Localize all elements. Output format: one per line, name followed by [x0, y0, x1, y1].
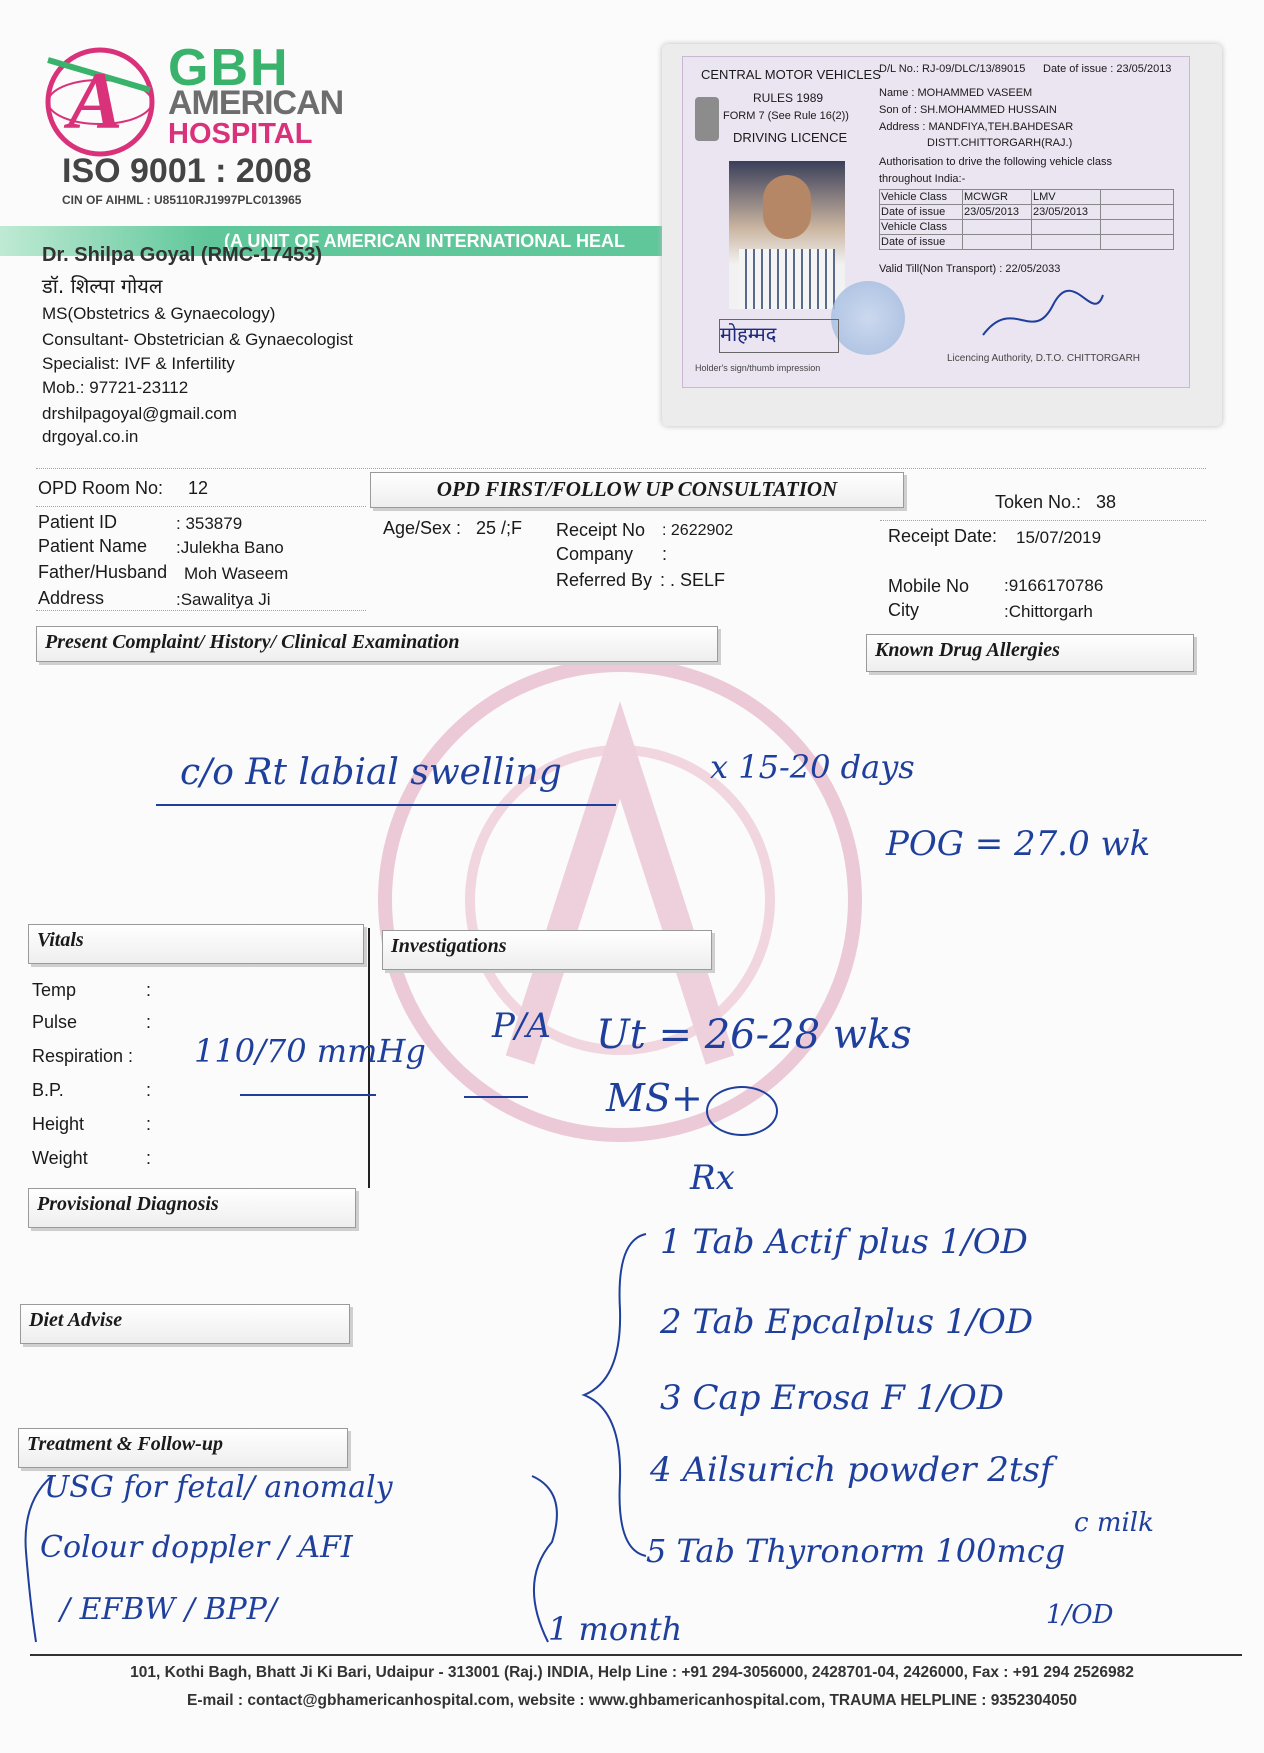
cell: MCWGR	[963, 190, 1032, 205]
vital-height-label: Height	[32, 1114, 85, 1134]
cell: 23/05/2013	[963, 205, 1032, 220]
licence-header-1: CENTRAL MOTOR VEHICLES	[701, 67, 881, 82]
medication-item	[650, 1450, 1053, 1490]
licence-issue-date: Date of issue : 23/05/2013	[1043, 63, 1172, 75]
patient-name-value: :Julekha Bano	[176, 538, 284, 557]
cell	[1101, 190, 1174, 205]
divider	[36, 506, 366, 507]
ms-handwritten: MS+	[606, 1076, 703, 1120]
vital-height-colon: :	[146, 1114, 152, 1134]
med-number: 3	[660, 1378, 682, 1418]
licence-header-3: FORM 7 (See Rule 16(2))	[723, 110, 849, 122]
licence-table-row	[880, 205, 1174, 220]
bp-handwritten: 110/70 mmHg	[194, 1032, 426, 1070]
complaint-duration: x 15-20 days	[710, 748, 915, 786]
cell	[1101, 205, 1174, 220]
photo-shirt	[739, 249, 835, 309]
holder-sign-label: Holder's sign/thumb impression	[695, 363, 821, 373]
licence-address-1: Address : MANDFIYA,TEH.BAHDESAR	[879, 121, 1074, 133]
emblem-icon	[695, 97, 719, 141]
logo-letter: A	[68, 55, 123, 146]
med-number: 1	[660, 1222, 682, 1262]
medication-item	[660, 1302, 1033, 1342]
doctor-specialist: Specialist: IVF & Infertility	[42, 354, 235, 373]
cell	[963, 220, 1032, 235]
pa-handwritten: P/A	[492, 1006, 551, 1046]
address-value: :Sawalitya Ji	[176, 590, 271, 609]
patient-id-value: : 353879	[176, 514, 243, 533]
hospital-name-american: AMERICAN	[168, 84, 344, 122]
divider	[36, 610, 366, 611]
med-text: Tab Actif plus 1/OD	[692, 1222, 1028, 1262]
company-value: :	[662, 544, 668, 564]
iso-cert: ISO 9001 : 2008	[62, 152, 312, 190]
licence-valid-till: Valid Till(Non Transport) : 22/05/2033	[879, 263, 1061, 275]
footer-rule	[30, 1654, 1242, 1656]
allergies-section-title: Known Drug Allergies	[866, 634, 1194, 672]
receipt-date-value: 15/07/2019	[1016, 528, 1102, 547]
footer-address: 101, Kothi Bagh, Bhatt Ji Ki Bari, Udaipur - 313001 (Raj.) INDIA, Help Line : +91 294-3056000, 2428701-04, 2426000, Fax : +91 294 2526982	[130, 1664, 1134, 1681]
licence-class-table	[879, 189, 1174, 250]
father-label: Father/Husband	[38, 562, 168, 582]
complaint-handwritten: c/o Rt labial swelling	[180, 752, 562, 793]
divider	[36, 468, 1206, 469]
receipt-no-label: Receipt No	[556, 520, 646, 540]
med-number: 2	[660, 1302, 682, 1342]
city-value: :Chittorgarh	[1004, 602, 1093, 621]
medication-item	[646, 1532, 1065, 1570]
vital-bp-label: B.P.	[32, 1080, 64, 1100]
complaint-section-title: Present Complaint/ History/ Clinical Examination	[36, 626, 718, 662]
licence-photo	[729, 161, 845, 309]
authority-signature	[973, 285, 1113, 355]
vital-respiration-label: Respiration :	[32, 1046, 134, 1066]
med-text: Ailsurich powder 2tsf	[682, 1450, 1053, 1490]
month-handwritten: 1 month	[548, 1610, 683, 1648]
med-text: Cap Erosa F 1/OD	[692, 1378, 1004, 1418]
rx-handwritten: Rx	[690, 1158, 735, 1198]
underline	[240, 1094, 376, 1096]
mobile-label: Mobile No	[888, 576, 970, 596]
med-number: 5	[646, 1532, 667, 1570]
unit-banner-text: (A UNIT OF AMERICAN INTERNATIONAL HEAL	[224, 231, 625, 251]
cell: Date of issue	[880, 205, 963, 220]
licence-address-2: DISTT.CHITTORGARH(RAJ.)	[927, 137, 1073, 149]
holder-signature: मोहम्मद	[719, 319, 839, 353]
referred-label: Referred By	[556, 570, 653, 590]
licence-header-2: RULES 1989	[753, 91, 824, 105]
medication-item	[660, 1378, 1004, 1418]
hospital-name-hospital: HOSPITAL	[168, 118, 313, 150]
token-label: Token No.:	[995, 492, 1082, 512]
licence-table-row	[880, 235, 1174, 250]
vital-pulse-label: Pulse	[32, 1012, 78, 1032]
doctor-name-hindi: डॉ. शिल्पा गोयल	[42, 274, 163, 298]
thyro-dose-handwritten: 1/OD	[1046, 1600, 1114, 1630]
address-label: Address	[38, 588, 105, 608]
receipt-no-value: : 2622902	[662, 522, 734, 539]
licence-dl-no: D/L No.: RJ-09/DLC/13/89015	[879, 63, 1026, 75]
vitals-section-title: Vitals	[28, 924, 364, 964]
vital-temp-label: Temp	[32, 980, 77, 1000]
vital-bp-colon: :	[146, 1080, 152, 1100]
cell: Vehicle Class	[880, 190, 963, 205]
age-value: 25 /;F	[476, 518, 523, 538]
licence-header-4: DRIVING LICENCE	[733, 130, 848, 145]
patient-id-label: Patient ID	[38, 512, 118, 532]
receipt-date-label: Receipt Date:	[888, 526, 998, 546]
vital-weight-label: Weight	[32, 1148, 88, 1168]
age-label: Age/Sex :	[383, 518, 462, 538]
cell: Date of issue	[880, 235, 963, 250]
treatment-title: Treatment & Follow-up	[18, 1428, 348, 1468]
diet-advise-title: Diet Advise	[20, 1304, 350, 1344]
licence-authorisation: Authorisation to drive the following vehicle class	[879, 156, 1112, 168]
med-text: Tab Epcalplus 1/OD	[692, 1302, 1034, 1342]
doctor-role: Consultant- Obstetrician & Gynaecologist	[42, 330, 353, 349]
father-value: Moh Waseem	[184, 564, 289, 583]
vital-weight-colon: :	[146, 1148, 152, 1168]
rx-brace	[576, 1230, 656, 1560]
cell	[1032, 220, 1101, 235]
licence-table-row	[880, 190, 1174, 205]
licence-authority: Licencing Authority, D.T.O. CHITTORGARH	[947, 353, 1141, 364]
hospital-logo	[40, 40, 160, 160]
token-value: 38	[1096, 492, 1117, 512]
vital-pulse-colon: :	[146, 1012, 152, 1032]
licence-throughout: throughout India:-	[879, 173, 966, 185]
provisional-diagnosis-title: Provisional Diagnosis	[28, 1188, 356, 1228]
med-text: Tab Thyronorm 100mcg	[676, 1532, 1066, 1570]
underline	[156, 804, 616, 806]
driving-licence-card	[682, 56, 1190, 388]
doctor-website: drgoyal.co.in	[42, 427, 139, 446]
footer-contact: E-mail : contact@gbhamericanhospital.com, website : www.ghbamericanhospital.com, TRAUMA HELPLINE : 9352304050	[187, 1692, 1077, 1709]
treatment-line-1: USG for fetal/ anomaly	[44, 1470, 393, 1505]
cell: LMV	[1032, 190, 1101, 205]
medication-item	[660, 1222, 1028, 1262]
mobile-value: :9166170786	[1004, 576, 1104, 595]
doctor-email: drshilpagoyal@gmail.com	[42, 404, 237, 423]
divider	[880, 520, 1206, 521]
uterus-handwritten: Ut = 26-28 wks	[596, 1012, 912, 1058]
cell: Vehicle Class	[880, 220, 963, 235]
form-title: OPD FIRST/FOLLOW UP CONSULTATION	[370, 472, 904, 508]
licence-name: Name : MOHAMMED VASEEM	[879, 87, 1033, 99]
hologram-seal	[831, 281, 905, 355]
cin-number: CIN OF AIHML : U85110RJ1997PLC013965	[62, 193, 302, 207]
company-label: Company	[556, 544, 634, 564]
treatment-line-2: Colour doppler / AFI	[40, 1530, 353, 1565]
city-label: City	[888, 600, 919, 620]
med-number: 4	[650, 1450, 672, 1490]
cell	[1032, 235, 1101, 250]
photo-face	[763, 175, 811, 239]
doctor-mobile: Mob.: 97721-23112	[42, 378, 189, 397]
opd-room-value: 12	[188, 478, 209, 498]
doctor-name: Dr. Shilpa Goyal (RMC-17453)	[42, 244, 323, 266]
investigations-section-title: Investigations	[382, 930, 712, 970]
vital-temp-colon: :	[146, 980, 152, 1000]
opd-room-label: OPD Room No:	[38, 478, 164, 498]
pog-handwritten: POG = 27.0 wk	[886, 824, 1151, 864]
treatment-line-3: / EFBW / BPP/	[60, 1592, 277, 1627]
cell	[1101, 235, 1174, 250]
cell: 23/05/2013	[1032, 205, 1101, 220]
licence-son-of: Son of : SH.MOHAMMED HUSSAIN	[879, 104, 1057, 116]
cell	[963, 235, 1032, 250]
licence-table-row	[880, 220, 1174, 235]
circled-mark	[706, 1086, 778, 1136]
referred-value: : . SELF	[660, 570, 726, 590]
patient-name-label: Patient Name	[38, 536, 148, 556]
cell	[1101, 220, 1174, 235]
with-milk-handwritten: c milk	[1074, 1508, 1154, 1538]
doctor-degree: MS(Obstetrics & Gynaecology)	[42, 304, 276, 323]
arrow-mark	[464, 1096, 528, 1098]
hospital-name-short: GBH	[168, 39, 290, 97]
